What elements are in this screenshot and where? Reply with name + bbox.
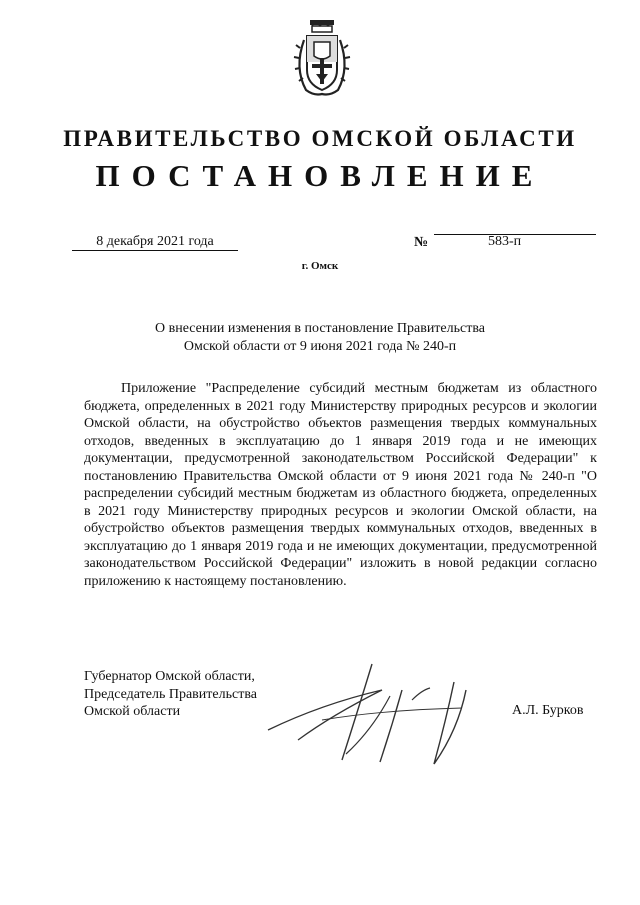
signatory-title-line-1: Губернатор Омской области, — [84, 669, 255, 684]
signatory-name: А.Л. Бурков — [512, 703, 584, 718]
handwritten-signature — [262, 660, 502, 770]
city: г. Омск — [301, 260, 339, 272]
document-title-line-2: Омской области от 9 июня 2021 года № 240-п — [183, 339, 457, 354]
signatory-title-line-3: Омской области — [84, 704, 181, 719]
document-date: 8 декабря 2021 года — [72, 234, 238, 251]
signatory-title-line-2: Председатель Правительства — [84, 686, 257, 702]
omsk-coat-of-arms-icon — [292, 18, 352, 98]
organization-name: ПРАВИТЕЛЬСТВО ОМСКОЙ ОБЛАСТИ — [63, 126, 577, 151]
document-title-line-1: О внесении изменения в постановление Правительства — [155, 321, 485, 336]
number-label: № — [414, 235, 429, 250]
document-number-line — [434, 234, 596, 249]
signatory-title — [84, 668, 257, 721]
document-number: 583-п — [488, 234, 522, 249]
body-paragraph: Приложение "Распределение субсидий местным бюджетам из областного бюджета, определенных в 2021 году Министерству природных ресурсов и экологии Омской области, на обустройство объектов размещения твердых коммунальных отходов, введенных в эксплуатацию до 1 января 2019 года и не имеющих документации, предусмотренной законодательством Российской Федерации" к постановлению Правительства Омской области от 9 июня 2021 года № 240-п "О распределении субсидий местным бюджетам из областного бюджета, определенных в 2021 году Министерству природных ресурсов и экологии Омской области, на обустройство объектов размещения твердых коммунальных отходов, введенных в эксплуатацию до 1 января 2019 года и не имеющих документации, предусмотренной законодательством Российской Федерации" изложить в новой редакции согласно приложению к настоящему постановлению. — [84, 381, 597, 589]
document-type: ПОСТАНОВЛЕНИЕ — [95, 158, 545, 193]
document-title — [0, 320, 640, 356]
